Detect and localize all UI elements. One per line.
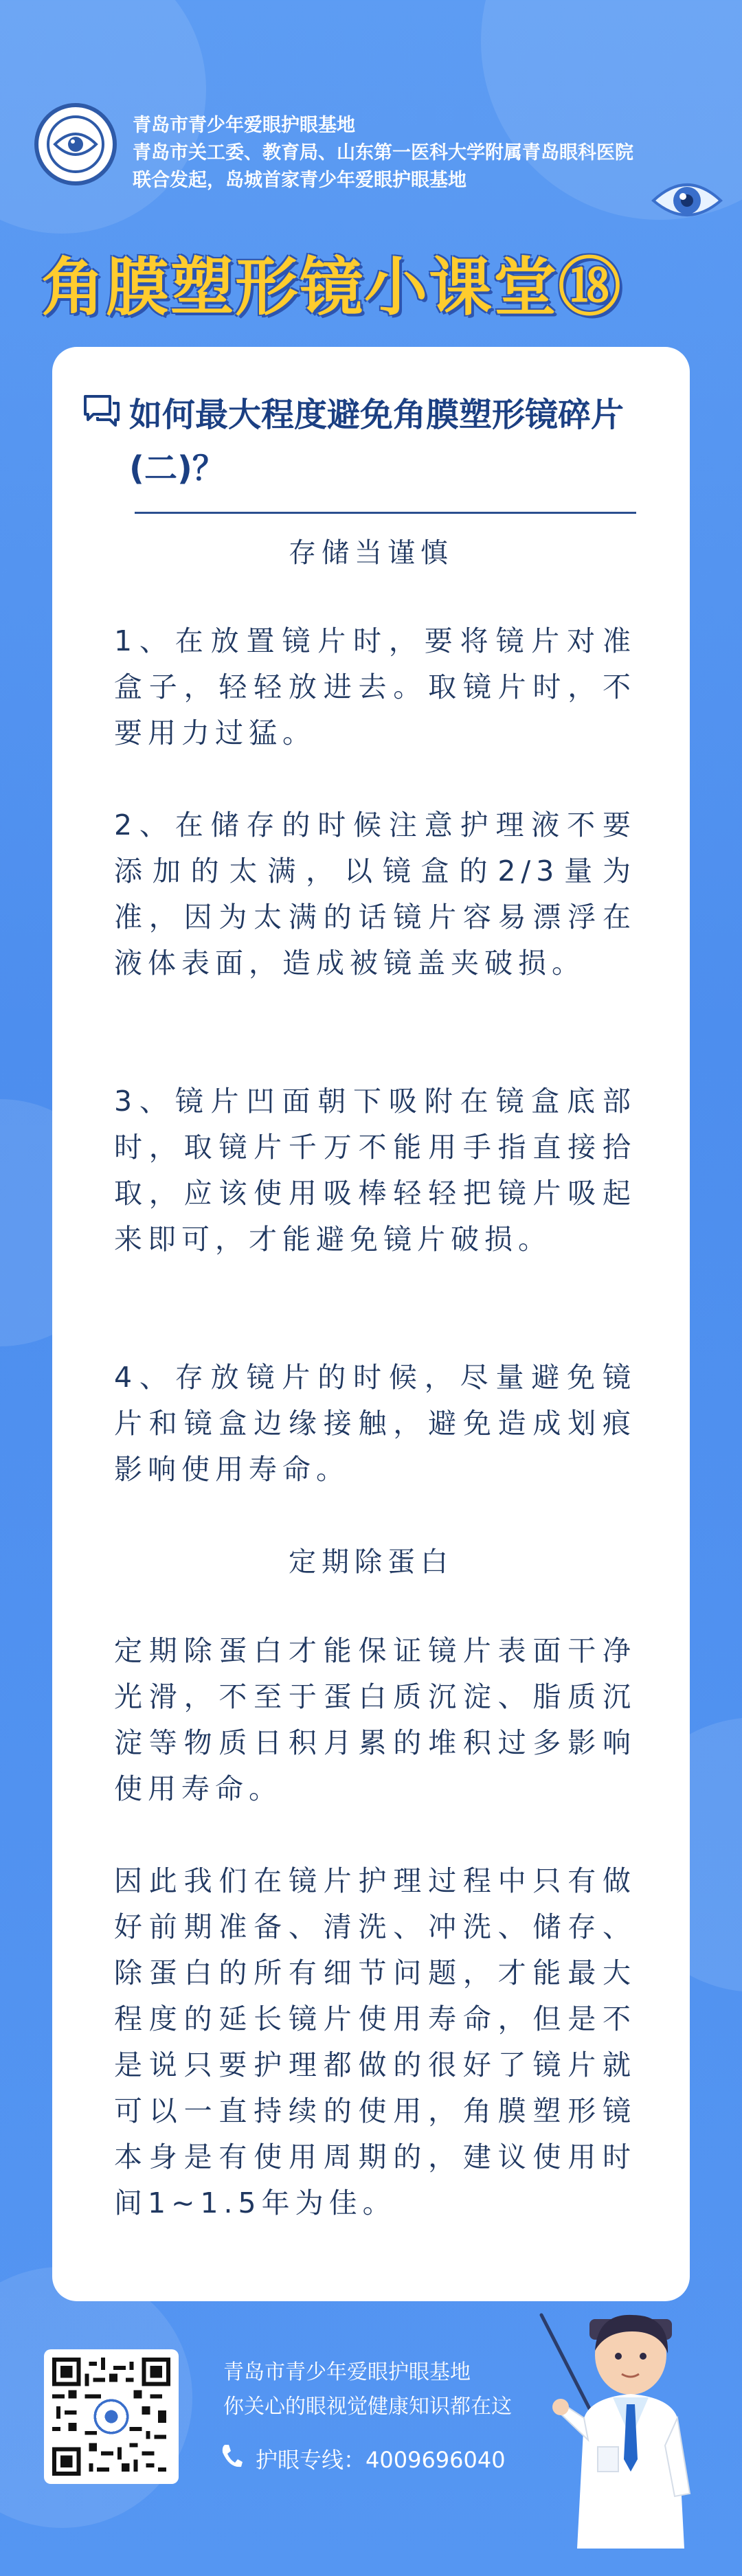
paragraph-4: 4、存放镜片的时候，尽量避免镜片和镜盒边缘接触，避免造成划痕影响使用寿命。 — [114, 1361, 636, 1486]
eye-logo-icon — [45, 113, 106, 175]
eye-icon — [649, 172, 725, 227]
content-card — [52, 347, 690, 2301]
header-line-3: 联合发起，岛城首家青少年爱眼护眼基地 — [133, 170, 466, 191]
chat-bubble-icon — [82, 394, 121, 428]
header-line-2: 青岛市关工委、教育局、山东第一医科大学附属青岛眼科医院 — [133, 142, 633, 163]
footer-line-2: 你关心的眼视觉健康知识都在这 — [223, 2395, 512, 2419]
paragraph-3: 3、镜片凹面朝下吸附在镜盒底部时，取镜片千万不能用手指直接拾取，应该使用吸棒轻轻把镜片吸起来即可，才能避免镜片破损。 — [114, 1085, 636, 1256]
phone-icon — [220, 2443, 243, 2469]
doctor-illustration — [529, 2287, 708, 2549]
section-heading-protein: 定期除蛋白 — [289, 1546, 453, 1578]
card-title: 如何最大程度避免角膜塑形镜碎片(二)？ — [129, 396, 625, 488]
page-title: 角膜塑形镜小课堂⑱ — [41, 251, 623, 324]
footer-line-1: 青岛市青少年爱眼护眼基地 — [223, 2360, 471, 2384]
hotline: 护眼专线：4009696040 — [256, 2447, 506, 2473]
logo — [34, 103, 117, 185]
divider — [135, 512, 636, 514]
paragraph-5: 定期除蛋白才能保证镜片表面干净光滑，不至于蛋白质沉淀、脂质沉淀等物质日积月累的堆积过多影响使用寿命。 — [114, 1634, 636, 1805]
paragraph-2: 2、在储存的时候注意护理液不要添加的太满，以镜盒的2/3量为准，因为太满的话镜片容易漂浮在液体表面，造成被镜盖夹破损。 — [114, 809, 636, 980]
qr-code-image — [52, 2358, 170, 2476]
header-line-1: 青岛市青少年爱眼护眼基地 — [133, 115, 355, 136]
paragraph-1: 1、在放置镜片时，要将镜片对准盒子，轻轻放进去。取镜片时，不要用力过猛。 — [114, 624, 636, 749]
section-heading-storage: 存储当谨慎 — [289, 537, 453, 569]
paragraph-6: 因此我们在镜片护理过程中只有做好前期准备、清洗、冲洗、储存、除蛋白的所有细节问题，才能最大程度的延长镜片使用寿命，但是不是说只要护理都做的很好了镜片就可以一直持续的使用，角膜塑形镜本身是有使用周期的，建议使用时间1~1.5年为佳。 — [114, 1864, 636, 2219]
qr-code[interactable] — [44, 2349, 179, 2484]
